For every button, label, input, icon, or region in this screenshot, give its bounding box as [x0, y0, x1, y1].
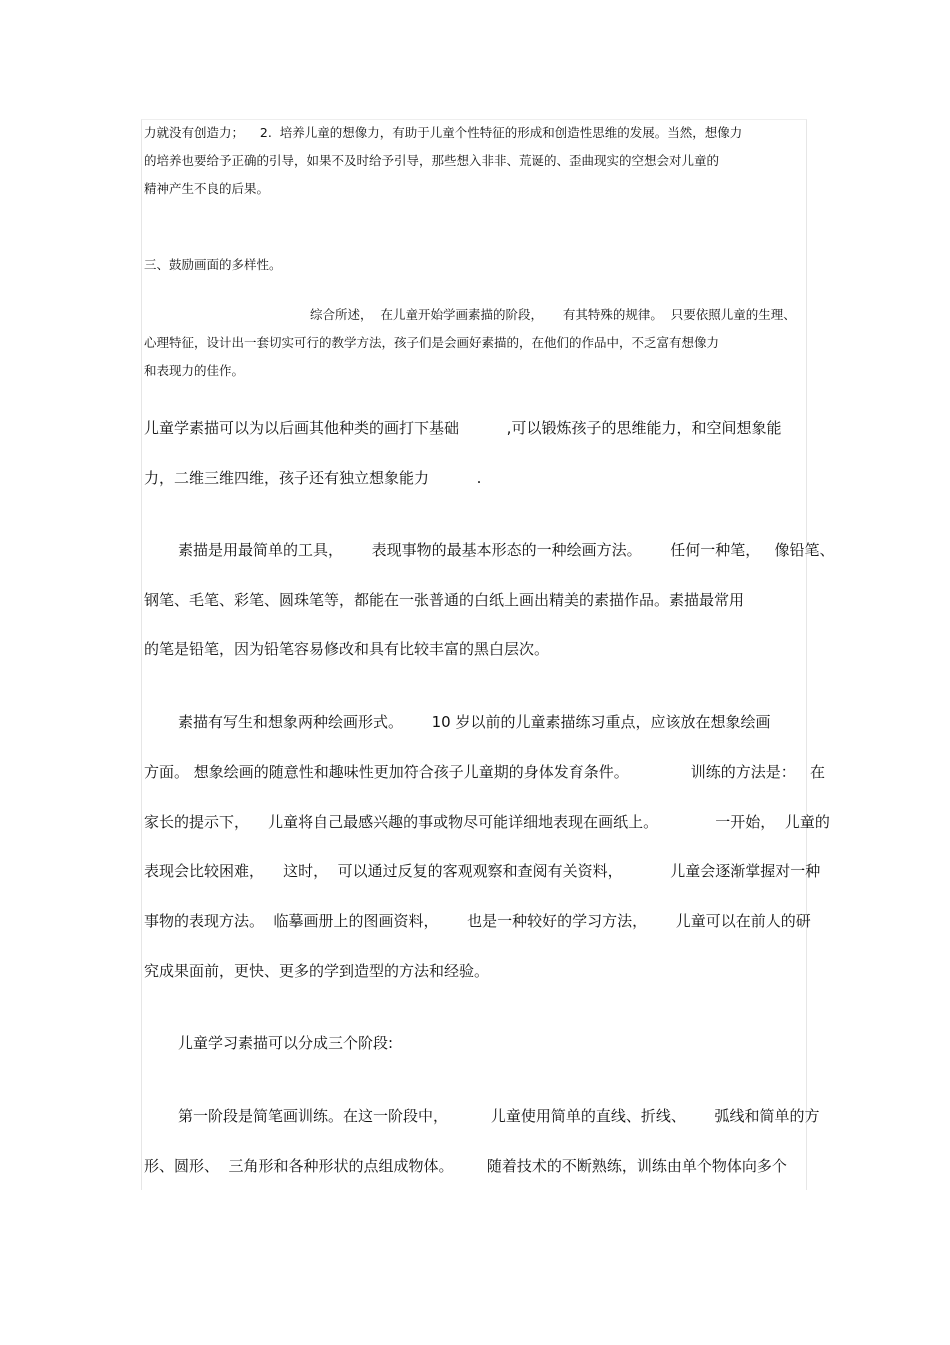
stage-one-line-1: 第一阶段是简笔画训练。在这一阶段中， 儿童使用简单的直线、折线、 弧线和简单的方 [178, 1107, 820, 1125]
forms-line-6: 究成果面前，更快、更多的学到造型的方法和经验。 [144, 962, 490, 980]
intro-line-2: 的培养也要给予正确的引导，如果不及时给予引导，那些想入非非、荒诞的、歪曲现实的空想会对儿童的 [144, 153, 720, 168]
tools-line-2: 钢笔、毛笔、彩笔、圆珠笔等，都能在一张普通的白纸上画出精美的素描作品。素描最常用 [144, 591, 745, 609]
tools-line-1: 素描是用最简单的工具， 表现事物的最基本形态的一种绘画方法。 任何一种笔， 像铅笔、 [178, 541, 835, 559]
tools-line-3: 的笔是铅笔，因为铅笔容易修改和具有比较丰富的黑白层次。 [144, 640, 550, 658]
intro-line-1: 力就没有创造力； 2. 培养儿童的想像力，有助于儿童个性特征的形成和创造性思维的发展。当然，想像力 [144, 125, 743, 140]
intro-line-3: 精神产生不良的后果。 [144, 181, 270, 196]
stages-heading: 儿童学习素描可以分成三个阶段: [178, 1034, 394, 1052]
summary-line-3: 和表现力的佳作。 [144, 363, 245, 378]
foundation-line-1: 儿童学素描可以为以后画其他种类的画打下基础 ,可以锻炼孩子的思维能力，和空间想象能 [144, 419, 782, 437]
forms-line-4: 表现会比较困难， 这时， 可以通过反复的客观观察和查阅有关资料， 儿童会逐渐掌握对一种 [144, 862, 821, 880]
forms-line-1: 素描有写生和想象两种绘画形式。 10 岁以前的儿童素描练习重点，应该放在想象绘画 [178, 713, 771, 731]
summary-line-2: 心理特征，设计出一套切实可行的教学方法，孩子们是会画好素描的，在他们的作品中，不乏富有想像力 [144, 335, 720, 350]
forms-line-2: 方面。 想象绘画的随意性和趣味性更加符合孩子儿童期的身体发育条件。 训练的方法是： 在 [144, 763, 826, 781]
forms-line-3: 家长的提示下， 儿童将自己最感兴趣的事或物尽可能详细地表现在画纸上。 一开始， 儿童的 [144, 813, 830, 831]
foundation-line-2: 力，二维三维四维，孩子还有独立想象能力 . [144, 469, 482, 487]
summary-line-1: 综合所述， 在儿童开始学画素描的阶段， 有其特殊的规律。 只要依照儿童的生理、 [310, 307, 796, 322]
stage-one-line-2: 形、圆形、 三角形和各种形状的点组成物体。 随着技术的不断熟练，训练由单个物体向多个 [144, 1157, 787, 1175]
section-heading: 三、鼓励画面的多样性。 [144, 257, 282, 272]
forms-line-5: 事物的表现方法。 临摹画册上的图画资料， 也是一种较好的学习方法， 儿童可以在前人的研 [144, 912, 811, 930]
